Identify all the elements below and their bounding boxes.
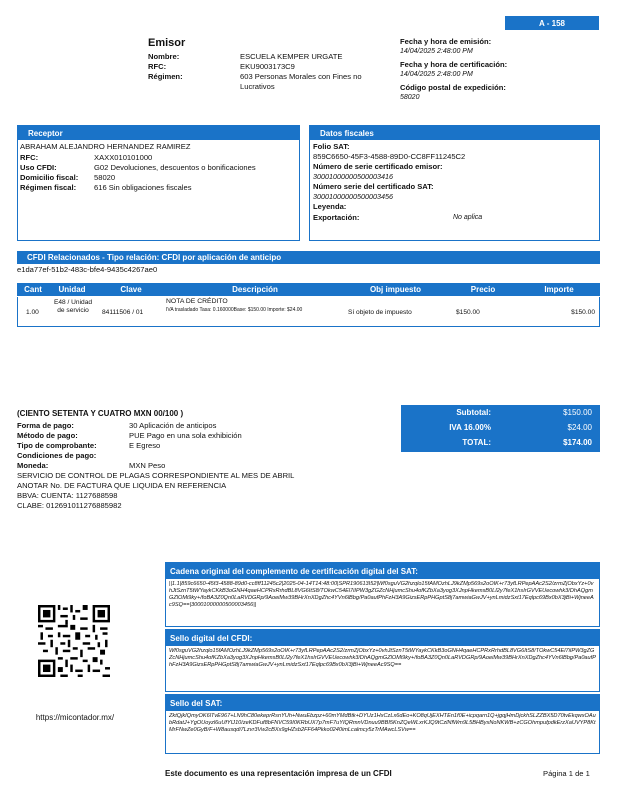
pago-info — [17, 409, 397, 511]
emisor-regimen-label: Régimen: — [148, 72, 183, 81]
sello-cfdi-text: Wf0sguVG2hzqlo15fAMOzhLJ9kZMp569s2oOIK+r73yfLRPepAAc2S2/zrmZjObxYz+0vhJtSznT5tWYaykCKkB3oGNH4qaeHCPRxRrhdBL8VG6ItS8/TOkwC54El7iIPW3gZGZcNHjumcShu4ofKZbXa3yog3XJnpHkemsB0LI2y7feX1hsIrGVVEUecowhk3/DhAQgmGZlOMi9ky+/foBA3Z0Qn0LaRVDGRp/9AoeiMw39BHrXnXDgZhc4YVn6lBbg/Pa0aufPhFzH3A9GizsERpPHGptS8j7amwiaGwJV+ynLmidzSxt17Eqlpc69Bx0bX3jBi+WjneeAc9SQ== — [169, 648, 596, 668]
table-row — [17, 297, 600, 327]
row-importe: $150.00 — [571, 309, 595, 316]
emision-value: 14/04/2025 2:48:00 PM — [400, 48, 473, 55]
row-unidad: E48 / Unidad de servicio — [53, 299, 93, 314]
receptor-rfc: XAXX010101000 — [94, 153, 153, 162]
emisor-rfc: EKU9003173C9 — [240, 62, 295, 71]
col-unidad: Unidad — [58, 285, 86, 294]
col-descripcion: Descripción — [232, 285, 278, 294]
iva-label: IVA 16.00% — [449, 423, 491, 432]
total-label: TOTAL: — [462, 438, 491, 447]
cadena-title: Cadena original del complemento de certificación digital del SAT: — [166, 563, 599, 579]
emisor-nombre-label: Nombre: — [148, 52, 180, 61]
row-impuestos: IVA trasladado Tasa: 0.160000Base: $150.00 Importe: $24.00 — [166, 307, 303, 313]
receptor-title: Receptor — [18, 126, 299, 140]
qr-code — [38, 605, 110, 677]
total-letra: (CIENTO SETENTA Y CUATRO MXN 00/100 ) — [17, 409, 184, 418]
observacion-3: BBVA: CUENTA: 1127688598 — [17, 491, 118, 500]
cadena-original-box — [165, 562, 600, 627]
conceptos-header — [17, 283, 600, 296]
emisor-title: Emisor — [148, 37, 186, 49]
cadena-text: ||1.1|859c6650-45f3-4588-89d0-cc8ff11245c2|2025-04-14T14:48:00|SPR190613I52|Wf0sguVG2hzqlo15fAMOzhLJ9kZMp569s2oOIK+r73yfLRPepAAc2S2/zrmZjObxYz+0vhJtSznT5tWYaykCKkB3oGNH4qaeHCPRxRrhdBL8VG6ItS8/TOkwC54El7iIPW3gZGZcNHjumcShu4ofKZbXa3yog3XJnpHkemsB0LI2y7feX1hsIrGVVEUecowhk3/DhAQgmGZlOMi9ky+/foBA3Z0Qn0LaRVDGRp/9AoeiMw39BHrXnXDgZhc4YVn6lBbg/Pa0aufPhFzH3A9GizsERpPHGptS8j7amwiaGwJV+ynLmidzSxt17Eqlpc69Bx0bX3jBi+WjneeAc9SQ==|30001000000500003456|| — [169, 581, 594, 608]
receptor-uso: G02 Devoluciones, descuentos o bonificaciones — [94, 163, 256, 172]
emision-label: Fecha y hora de emisión: — [400, 37, 492, 46]
cp-label: Código postal de expedición: — [400, 83, 506, 92]
sello-sat-text: ZktQjkIQmyOK6lTvE967+LN9hC80ekeprRsnYUh+NwuEbzpz+60mYMdBtk+DYUz1HxCzLx6dEo+KO8qUjEXHTEn1f0E+icpqarn1Q+jgqjHmDjckhSLZZBX5D70tvEkqwxOAubRdatJ+YgOUoyzl6uUfYIJ10/zeKDFuf8bFNVC59I0KRbUX7p7mF7uYIQRmnVDnuu9BBI5KnZQeWLxrKJQ9tCzlNfWm9L5BHByxNoNKWB+zCGOhmpufpdkErzXaUVYP8KtMrFNwZe0GyB/F+W8ausqdi7Lzvr3Vw2cBXx9gHZsb2FF64Pkko0240imLcalmcy5zTrMAwcLSVw== — [169, 713, 596, 733]
sello-cfdi-box — [165, 629, 600, 692]
col-precio: Precio — [470, 285, 496, 294]
sello-sat-title: Sello del SAT: — [166, 695, 599, 711]
observacion-1: SERVICIO DE CONTROL DE PLAGAS CORRESPONDIENTE AL MES DE ABRIL — [17, 471, 295, 480]
folio-sat-label: Folio SAT: — [313, 142, 350, 151]
col-clave: Clave — [120, 285, 142, 294]
cert-sat-label: Número serie del certificado SAT: — [313, 182, 434, 191]
condiciones-label: Condiciones de pago: — [17, 451, 97, 460]
receptor-regimen: 616 Sin obligaciones fiscales — [94, 183, 192, 192]
exportacion-label: Exportación: — [313, 213, 360, 222]
fiscales-title: Datos fiscales — [310, 126, 599, 140]
receptor-box — [17, 125, 300, 241]
fechas-section — [400, 37, 600, 106]
col-importe: Importe — [544, 285, 574, 294]
totales-box — [401, 405, 600, 452]
col-obj-impuesto: Obj impuesto — [369, 285, 422, 294]
folio-sat: 859C6650-45F3-4588-89D0-CC8FF11245C2 — [313, 152, 466, 161]
row-cant: 1.00 — [26, 309, 39, 316]
forma-pago: 30 Aplicación de anticipos — [129, 421, 217, 430]
cfdi-relacionados-header: CFDI Relacionados - Tipo relación: CFDI por aplicación de anticipo — [17, 251, 600, 264]
sello-cfdi-title: Sello digital del CFDI: — [166, 630, 599, 646]
metodo-pago-label: Método de pago: — [17, 431, 78, 440]
total: $174.00 — [563, 438, 592, 447]
row-descripcion: NOTA DE CRÉDITO — [166, 298, 228, 305]
footer-note: Este documento es una representación impresa de un CFDI — [165, 769, 392, 778]
moneda: MXN Peso — [129, 461, 166, 470]
certificacion-value: 14/04/2025 2:48:00 PM — [400, 71, 473, 78]
sello-sat-box — [165, 694, 600, 754]
row-precio: $150.00 — [456, 309, 480, 316]
tipo-comprobante-label: Tipo de comprobante: — [17, 441, 97, 450]
forma-pago-label: Forma de pago: — [17, 421, 74, 430]
cp-value: 58020 — [400, 94, 420, 101]
observacion-2: ANOTAR No. DE FACTURA QUE LIQUIDA EN REFERENCIA — [17, 481, 227, 490]
receptor-uso-label: Uso CFDI: — [20, 163, 57, 172]
col-cant: Cant — [24, 285, 42, 294]
cert-emisor: 30001000000500003416 — [313, 172, 393, 181]
receptor-domicilio-label: Domicilio fiscal: — [20, 173, 79, 182]
folio-badge: A - 158 — [505, 16, 599, 30]
receptor-rfc-label: RFC: — [20, 153, 39, 162]
emisor-section — [148, 37, 398, 92]
row-clave: 84111506 / 01 — [102, 309, 144, 316]
certificacion-label: Fecha y hora de certificación: — [400, 60, 508, 69]
cert-sat: 30001000000500003456 — [313, 192, 393, 201]
page-number: Página 1 de 1 — [543, 769, 590, 778]
subtotal-label: Subtotal: — [456, 408, 491, 417]
cert-emisor-label: Número de serie certificado emisor: — [313, 162, 443, 171]
exportacion-value: No aplica — [453, 214, 483, 221]
receptor-domicilio: 58020 — [94, 173, 116, 182]
metodo-pago: PUE Pago en una sola exhibición — [129, 431, 242, 440]
iva: $24.00 — [567, 423, 592, 432]
moneda-label: Moneda: — [17, 461, 49, 470]
datos-fiscales-box — [309, 125, 600, 241]
receptor-regimen-label: Régimen fiscal: — [20, 183, 77, 192]
subtotal: $150.00 — [563, 408, 592, 417]
row-obj-impuesto: Sí objeto de impuesto — [348, 309, 412, 316]
leyenda-label: Leyenda: — [313, 202, 347, 211]
qr-url: https://micontador.mx/ — [35, 713, 115, 722]
tipo-comprobante: E Egreso — [129, 441, 161, 450]
emisor-rfc-label: RFC: — [148, 62, 167, 71]
observacion-4: CLABE: 012691011276885982 — [17, 501, 122, 510]
emisor-nombre: ESCUELA KEMPER URGATE — [240, 52, 343, 61]
cfdi-relacionado-uuid: e1da77ef-51b2-483c-bfe4-9435c4267ae0 — [17, 265, 158, 274]
emisor-regimen: 603 Personas Morales con Fines no Lucrativos — [240, 72, 362, 91]
receptor-nombre: ABRAHAM ALEJANDRO HERNANDEZ RAMIREZ — [20, 142, 191, 151]
